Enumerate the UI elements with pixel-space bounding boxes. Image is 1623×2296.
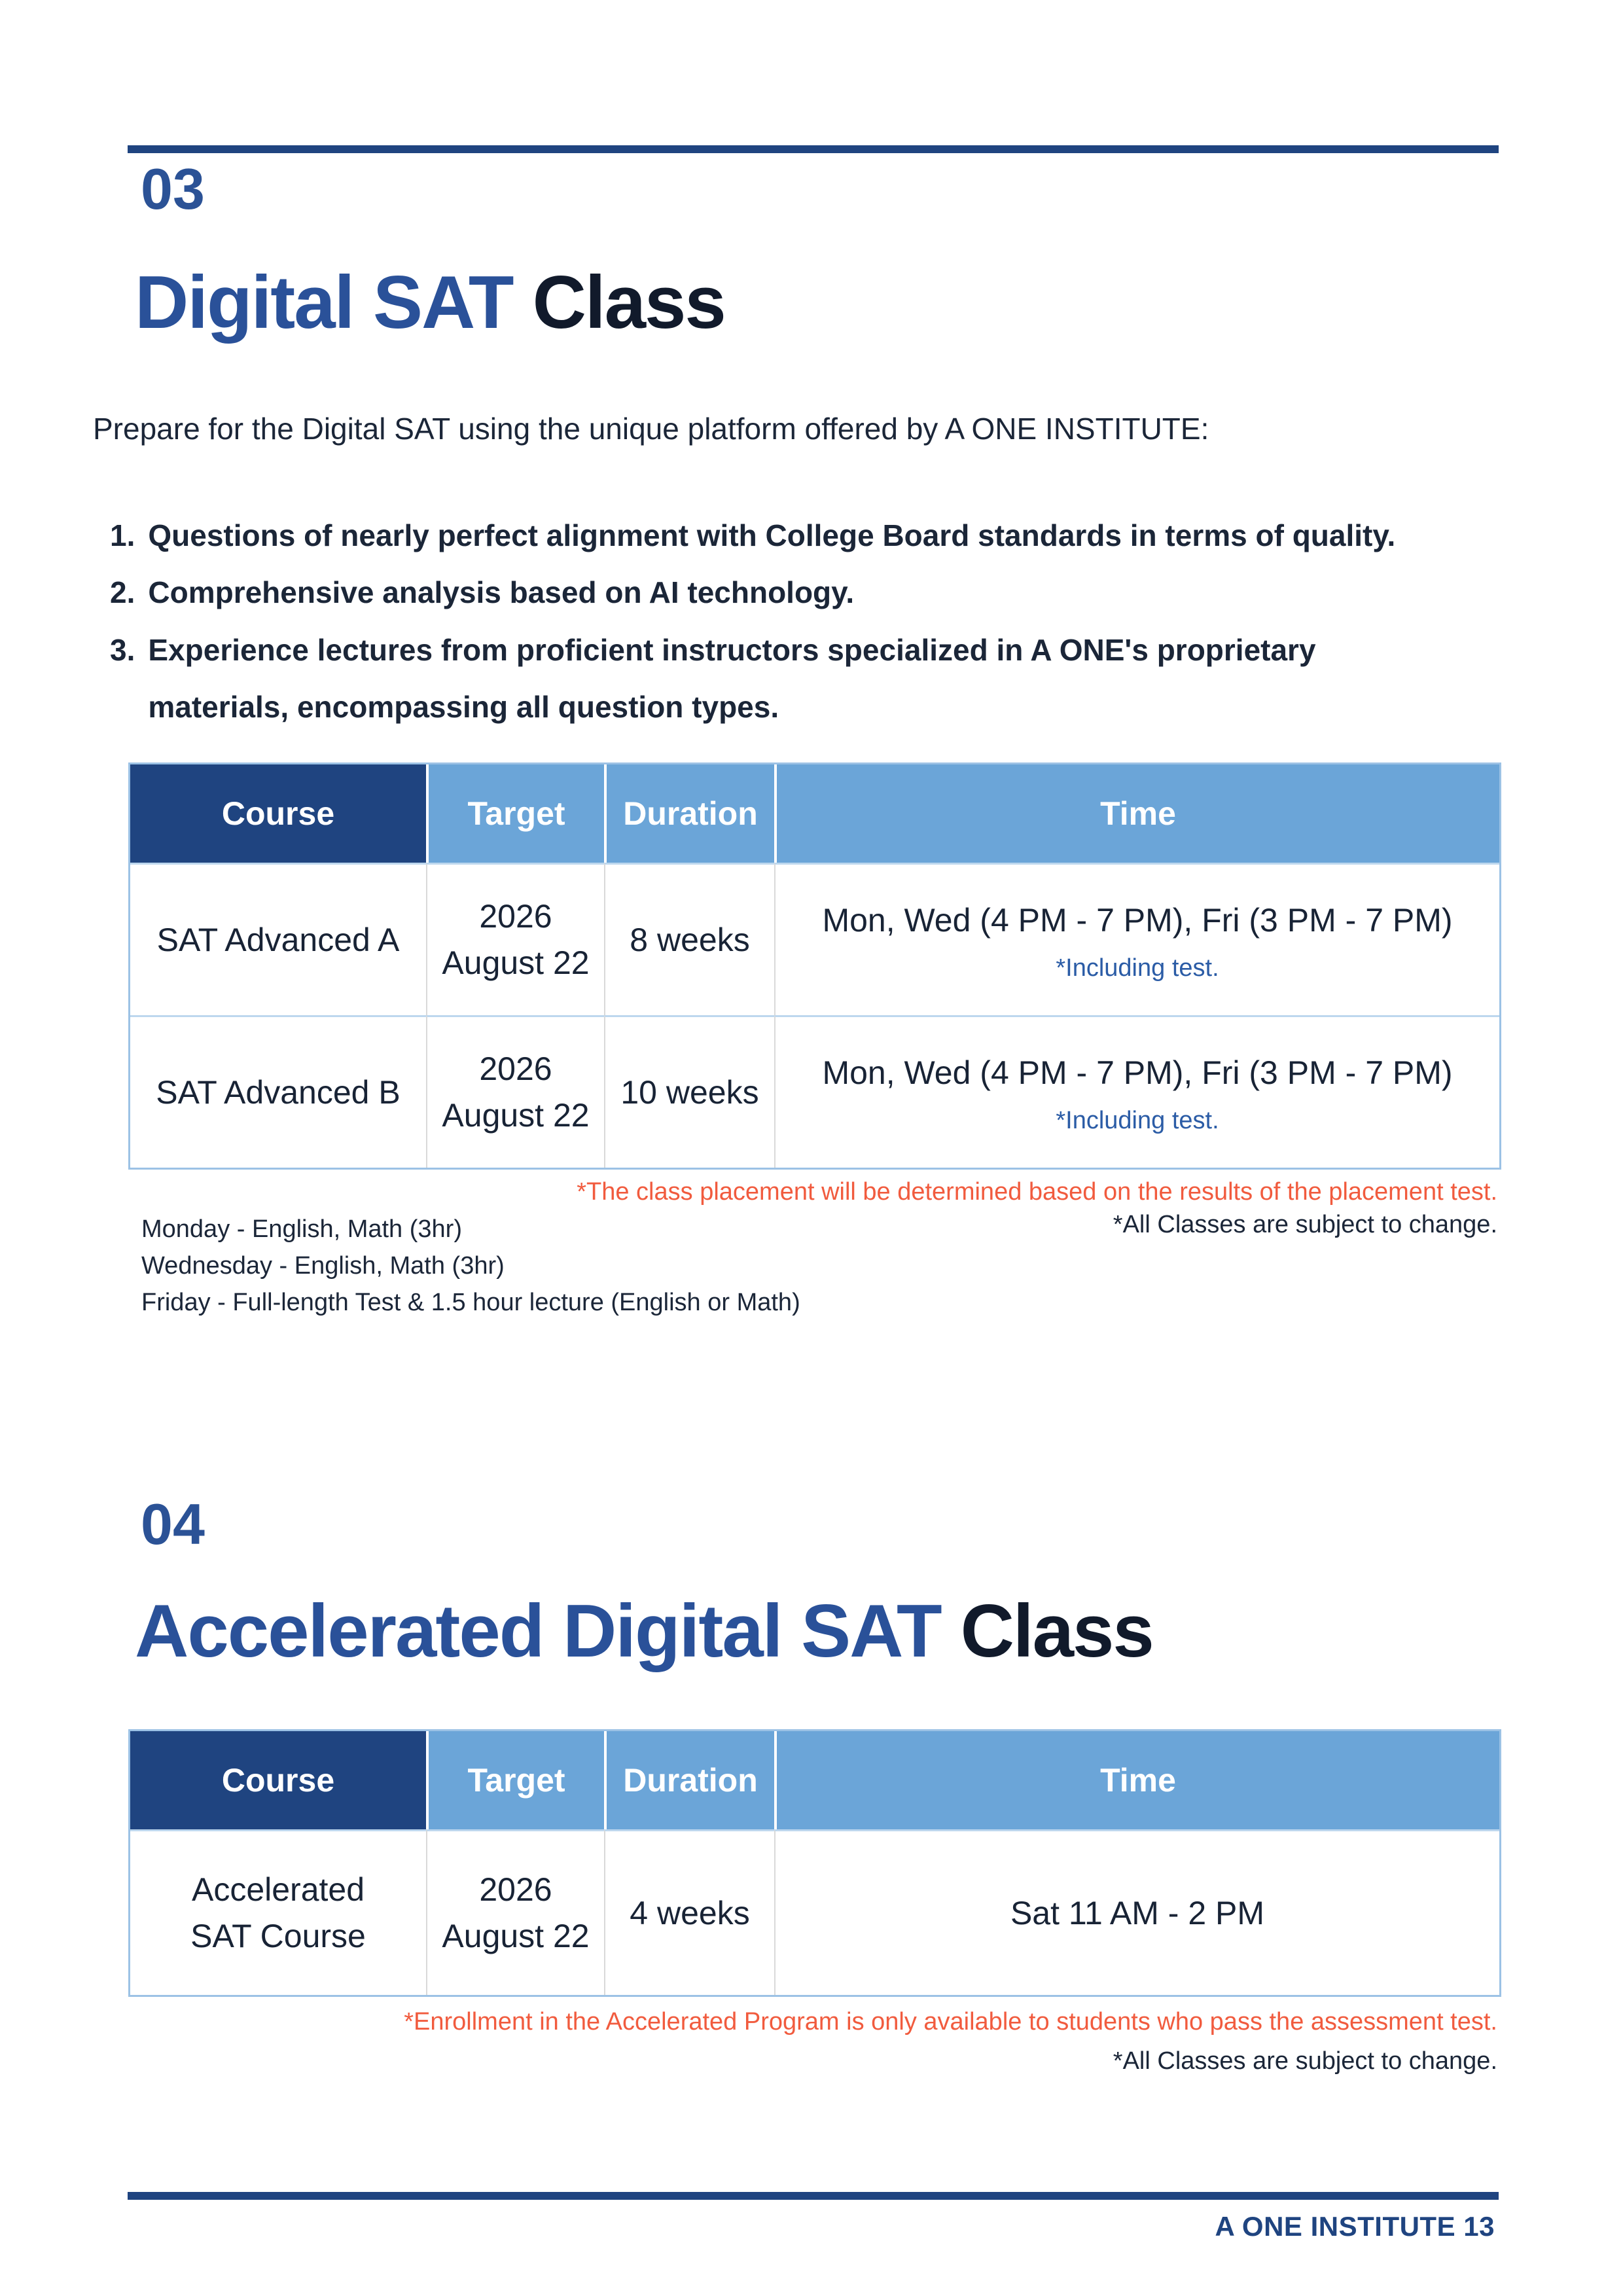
list-item-text: Questions of nearly perfect alignment with College Board standards in terms of quality.	[148, 518, 1396, 552]
table-row	[130, 863, 1499, 1015]
accelerated-sat-table	[128, 1729, 1501, 1997]
cell-duration: 8 weeks	[604, 863, 774, 1015]
schedule-note-friday: Friday - Full-length Test & 1.5 hour lecture (English or Math)	[141, 1289, 800, 1317]
section-03-number: 03	[141, 156, 205, 221]
classes-change-note: *All Classes are subject to change.	[1113, 2047, 1497, 2075]
cell-target	[426, 1829, 604, 1995]
header-cell-target: Target	[426, 764, 604, 863]
cell-course: SAT Advanced A	[130, 863, 426, 1015]
including-test-note: *Including test.	[1056, 954, 1219, 982]
cell-course	[130, 1829, 426, 1995]
sat-class-table	[128, 762, 1501, 1170]
time-text: Mon, Wed (4 PM - 7 PM), Fri (3 PM - 7 PM)	[822, 902, 1453, 939]
section-03-title-blue: Digital SAT	[135, 261, 513, 344]
list-item-number: 3.	[110, 632, 135, 667]
section-03-title-dark: Class	[532, 261, 725, 344]
course-line-1: Accelerated	[191, 1871, 365, 1908]
schedule-note-wednesday: Wednesday - English, Math (3hr)	[141, 1252, 505, 1280]
section-03-title	[135, 262, 725, 344]
intro-paragraph: Prepare for the Digital SAT using the unique platform offered by A ONE INSTITUTE:	[93, 412, 1209, 446]
header-cell-duration: Duration	[604, 1731, 774, 1829]
schedule-note-monday: Monday - English, Math (3hr)	[141, 1215, 462, 1243]
list-item-number: 1.	[110, 518, 135, 552]
weekly-schedule-notes	[141, 1211, 800, 1321]
cell-time	[774, 1015, 1499, 1168]
feature-list	[110, 507, 1504, 736]
header-cell-course: Course	[130, 1731, 426, 1829]
cell-duration: 10 weeks	[604, 1015, 774, 1168]
section-04-title-blue: Accelerated Digital SAT	[135, 1590, 941, 1673]
course-line-2: SAT Course	[190, 1918, 366, 1954]
target-date: August 22	[442, 944, 590, 981]
section-04-title	[135, 1590, 1153, 1672]
list-item	[110, 622, 1504, 736]
table-row	[130, 1015, 1499, 1168]
header-cell-course: Course	[130, 764, 426, 863]
target-date: August 22	[442, 1097, 590, 1134]
list-item-number: 2.	[110, 575, 135, 610]
cell-time: Sat 11 AM - 2 PM	[774, 1829, 1499, 1995]
classes-change-note: *All Classes are subject to change.	[1113, 1211, 1497, 1238]
table-header-row	[130, 764, 1499, 863]
enrollment-note: *Enrollment in the Accelerated Program is only available to students who pass the assessment test.	[404, 2008, 1497, 2036]
section-04-number: 04	[141, 1492, 205, 1556]
target-year: 2026	[479, 1050, 552, 1087]
target-year: 2026	[479, 1871, 552, 1908]
table-row	[130, 1829, 1499, 1995]
placement-note: *The class placement will be determined based on the results of the placement test.	[577, 1178, 1497, 1206]
including-test-note: *Including test.	[1056, 1107, 1219, 1134]
target-date: August 22	[442, 1918, 590, 1954]
cell-target	[426, 863, 604, 1015]
list-item-text: Comprehensive analysis based on AI technology.	[148, 575, 855, 610]
list-item	[110, 564, 1504, 621]
cell-duration: 4 weeks	[604, 1829, 774, 1995]
cell-course: SAT Advanced B	[130, 1015, 426, 1168]
header-cell-time: Time	[774, 1731, 1499, 1829]
list-item	[110, 507, 1504, 564]
section-04-title-dark: Class	[960, 1590, 1153, 1673]
table-header-row	[130, 1731, 1499, 1829]
top-divider	[128, 145, 1499, 153]
header-cell-target: Target	[426, 1731, 604, 1829]
list-item-text: Experience lectures from proficient instructors specialized in A ONE's proprietary materials, encompassing all question types.	[148, 632, 1316, 725]
footer-divider	[128, 2192, 1499, 2200]
target-year: 2026	[479, 898, 552, 935]
time-text: Mon, Wed (4 PM - 7 PM), Fri (3 PM - 7 PM)	[822, 1054, 1453, 1091]
footer-page-label: A ONE INSTITUTE 13	[1215, 2211, 1495, 2242]
cell-time	[774, 863, 1499, 1015]
header-cell-time: Time	[774, 764, 1499, 863]
cell-target	[426, 1015, 604, 1168]
header-cell-duration: Duration	[604, 764, 774, 863]
